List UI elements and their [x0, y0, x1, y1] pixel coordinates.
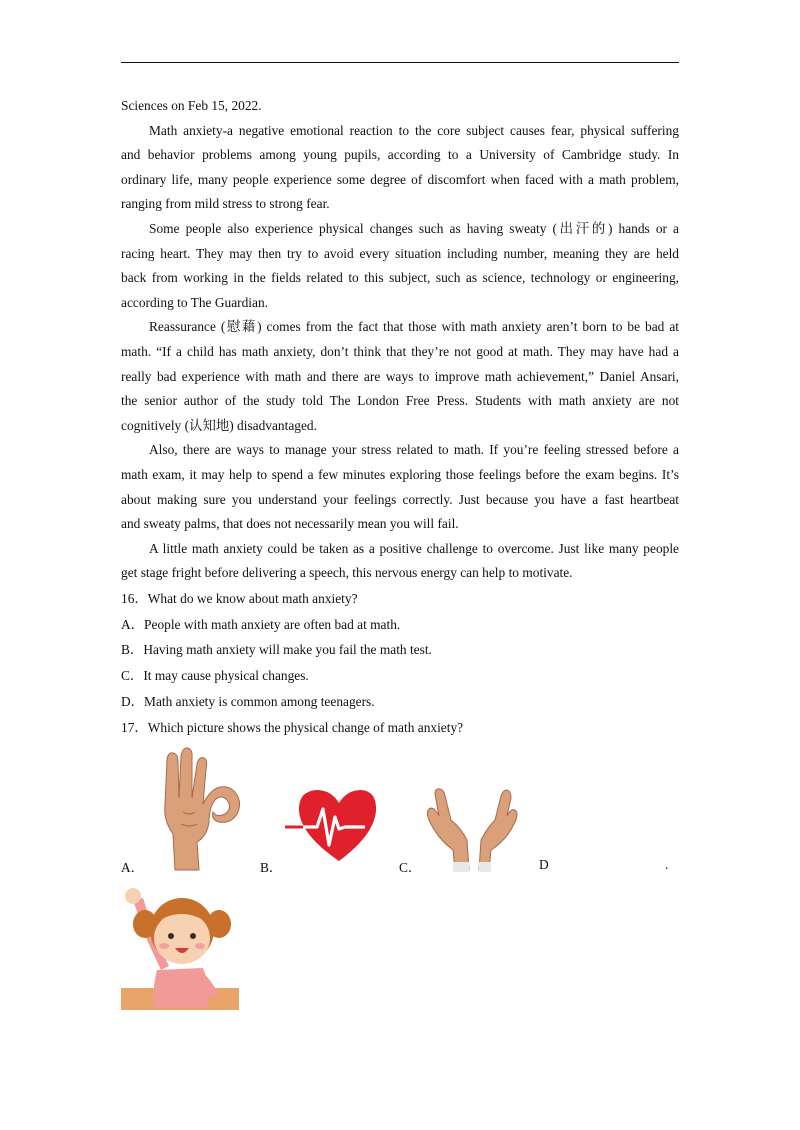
open-palms-image[interactable] [421, 780, 521, 872]
option-d-label[interactable]: D [539, 857, 549, 872]
question-16-option-d[interactable]: D．Math anxiety is common among teenagers. [121, 694, 375, 710]
passage-line: Math anxiety-a negative emotional reaction to the core subject causes fear, physical suffering [149, 122, 679, 138]
question-16-option-b[interactable]: B．Having math anxiety will make you fail the math test. [121, 642, 432, 658]
passage-line: math exam, it may help to spend a few minutes exploring those feelings before the exam begins. It’s [121, 466, 679, 482]
question-16-option-c[interactable]: C．It may cause physical changes. [121, 668, 309, 684]
passage-line: ranging from mild stress to strong fear. [121, 196, 330, 212]
ok-hand-gesture-image[interactable] [153, 742, 243, 872]
header-rule [121, 62, 679, 63]
question-16-option-a[interactable]: A．People with math anxiety are often bad at math. [121, 616, 401, 632]
passage-line: Sciences on Feb 15, 2022. [121, 98, 262, 113]
passage-line: the senior author of the study told The London Free Press. Students with math anxiety are not [121, 393, 679, 409]
passage-line: A little math anxiety could be taken as a positive challenge to overcome. Just like many people [149, 540, 679, 556]
passage-line: really bad experience with math and there are ways to improve math achievement,” Daniel Ansari, [121, 368, 679, 384]
raising-hand-girl-image[interactable] [121, 884, 241, 1014]
passage-line: back from working in the fields related to this subject, such as science, technology or engineering, [121, 270, 679, 286]
question-17-options [121, 740, 681, 880]
passage-line: math. “If a child has math anxiety, don’t think that they’re not good at math. They may have had a [121, 343, 679, 359]
passage-line: and behavior problems among young pupils, according to a University of Cambridge study. In [121, 147, 679, 163]
passage-line: Also, there are ways to manage your stress related to math. If you’re feeling stressed before a [149, 442, 679, 458]
heartbeat-heart-image[interactable] [281, 785, 377, 865]
passage-line: racing heart. They may then try to avoid every situation including number, meaning they are held [121, 245, 679, 261]
option-c-label[interactable]: C． [399, 860, 422, 875]
passage-line: Reassurance (慰藉) comes from the fact that those with math anxiety aren’t born to be bad at [149, 319, 679, 335]
question-16-stem: 16．What do we know about math anxiety? [121, 590, 358, 606]
passage-line: ordinary life, many people experience some degree of discomfort when faced with a math problem, [121, 171, 679, 187]
passage-line: about making sure you understand your feelings correctly. Just because you have a fast heartbeat [121, 491, 679, 507]
passage-line: and sweaty palms, that does not necessarily mean you will fail. [121, 516, 459, 532]
passage [121, 94, 679, 741]
passage-line: Some people also experience physical changes such as having sweaty (出汗的) hands or a [149, 220, 679, 236]
option-b-label[interactable]: B． [260, 860, 283, 875]
passage-line: according to The Guardian. [121, 294, 268, 310]
passage-line: get stage fright before delivering a speech, this nervous energy can help to motivate. [121, 565, 573, 581]
option-d-trailing-period: . [665, 857, 669, 872]
passage-line: cognitively (认知地) disadvantaged. [121, 417, 317, 433]
question-17-stem: 17．Which picture shows the physical change of math anxiety? [121, 719, 464, 735]
option-a-label[interactable]: A． [121, 860, 145, 875]
